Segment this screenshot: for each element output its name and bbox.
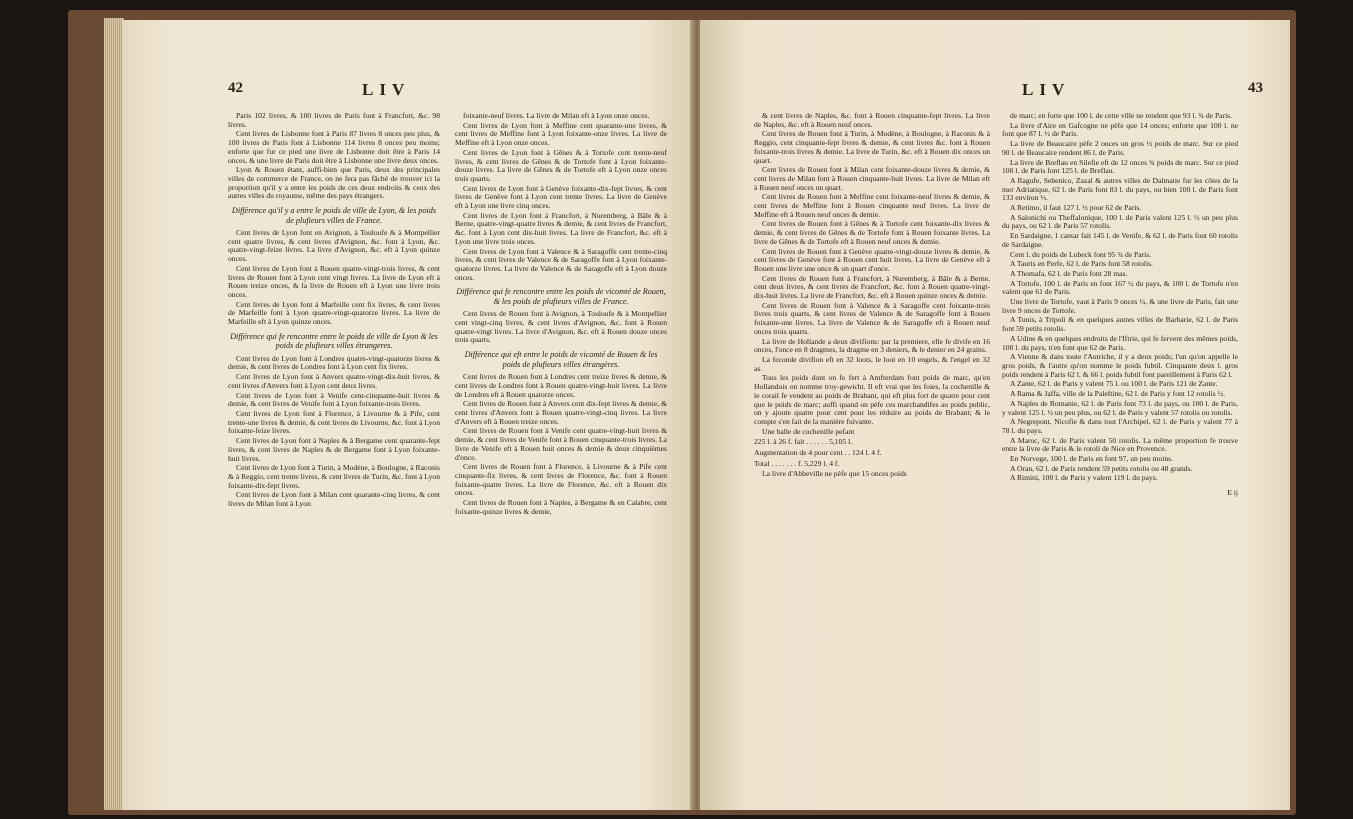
running-head: LIV — [1022, 80, 1071, 99]
text-column — [754, 112, 990, 796]
paragraph: La livre de Beaucaire pèfe 2 onces un gros ½ poids de marc. Sur ce pied 90 l. de Beaucaire rendent 86 l. de Paris. — [1002, 139, 1238, 157]
paragraph: de marc; en forte que 100 l. de cette ville ne rendent que 93 l. ¾ de Paris. — [1010, 112, 1233, 120]
signature-mark: E ij — [1227, 488, 1238, 498]
calculation-line: Augmentation de 4 pour cent . . 124 l. 4 f. — [754, 448, 882, 458]
paragraph: Cent livres de Lyon font à Gênes & à Tortofe cent trente-neuf livres, & cent livres de Gênes & de Tortofe font à Lyon foixante-douze livres. La livre de Gênes & de Tortofe eft à Lyon onze onces trois quarts. — [455, 147, 667, 183]
paragraph: Cent livres de Rouen font à Avignon, à Touloufe & à Montpellier cent vingt-cinq livres, & cent livres d'Avignon, &c. font à Rouen quatre-vingt livres. La livre d'Avignon, &c. eft à Rouen douze onces trois quarts. — [455, 309, 667, 345]
paragraph: Cent l. du poids de Lubeck font 95 ¾ de Paris. — [1010, 249, 1152, 259]
section-heading: Différence qu'il y a entre le poids de ville de Lyon, & les poids de plufieurs villes de France. — [231, 206, 437, 225]
paragraph: Cent livres de Rouen font à Florence, à Livourne & à Pife cent cinquante-fix livres, & cent livres de Florence, &c. font à Rouen foixante-quatre livres. La livre de Florence, &c. eft à Rouen dix onces. — [455, 462, 667, 498]
paragraph: La livre de Breflau en Silefie eft de 12 onces ¾ poids de marc. Sur ce pied 100 l. de Paris font 125 l. de Breflau. — [1002, 157, 1238, 176]
paragraph: Cent livres de Lyon font à Marfeille cent fix livres, & cent livres de Marfeille font à Lyon quatre-vingt-quatorze livres. La livre de Marfeille eft à Lyon quinze onces. — [228, 299, 440, 327]
paragraph: Tous les poids dont on fe fert à Amfterdam font poids de marc, qu'en Hollandois on nomme troy-gewicht. Il eft vrai que les foies, la cochenille & le corail fe vendent au poids de Brabant, qui eft plus fort de quatre pour cent que le poids de marc; auffi quand on pèfe ces marchandifes au poids public, on y ajoute quatre pour cent pour les réduire au poids de Brabant; & le compte s'en fait de la manière fuivante. — [754, 373, 990, 426]
paragraph: En Sardaigne, 1 cantar fait 145 l. de Venife, & 62 l. de Paris font 60 rotolis de Sardaigne. — [1002, 231, 1238, 249]
paragraph: A Thomafa, 62 l. de Paris font 28 mas. — [1010, 268, 1128, 278]
paragraph: A Tauris en Perfe, 62 l. de Paris font 58 rotolis. — [1010, 259, 1153, 269]
paragraph: A Maroc, 62 l. de Paris valent 50 rotolis. La même proportion fe trouve entre la livre de Paris & le rotoli de Nice en Provence. — [1002, 435, 1238, 454]
paragraph: Cent livres de Rouen font à Gênes & à Tortofe cent foixante-dix livres & demie, & cent livres de Gênes & de Tortofe font à Rouen foixante livres. La livre de Gênes & de Tortofe eft à Rouen neuf onces & demie. — [754, 219, 990, 246]
calculation-line: Total . . . . . . . f. 5,229 l. 4 f. — [754, 458, 840, 468]
paragraph: Cent livres de Lyon font à Rouen quatre-vingt-trois livres, & cent livres de Rouen font à Lyon cent vingt livres. La livre de Lyon eft à Rouen treize onces, & la livre de Rouen eft à Lyon une livre trois onces. — [228, 263, 440, 299]
paragraph: Cent livres de Lyon font à Naples & à Bergame cent quarante-fept livres, & cent livres de Naples & de Bergame font à Lyon foixante-huit livres. — [228, 436, 440, 463]
paragraph: Cent livres de Rouen font à Meffine cent foixante-neuf livres & demie, & cent livres de Meffine font à Rouen cinquante neuf livres. La livre de Meffine eft à Rouen neuf onces & demie. — [754, 192, 990, 219]
paragraph: Lyon & Rouen étant, auffi-bien que Paris, deux des principales villes de commerce de France, on ne fera pas fâché de trouver ici la proportion qu'il y a entre les poids de ces deux endroits & ceux des autres villes du royaume, même des pays étrangers. — [228, 165, 440, 201]
paragraph: Une livre de Tortofe, vaut à Paris 9 onces ¼, & une livre de Paris, fait une livre 9 onces de Tortofe. — [1002, 297, 1238, 315]
paragraph: A Rimini, 100 l. de Paris y valent 119 l. du pays. — [1010, 473, 1158, 483]
paragraph: Cent livres de Lyon font à Milan cent quarante-cinq livres, & cent livres de Milan font à Lyon — [228, 490, 440, 509]
right-page — [700, 20, 1290, 810]
paragraph: A Tunis, à Tripoli & en quelques autres villes de Barbarie, 62 l. de Paris font 59 petits rotolis. — [1002, 315, 1238, 334]
paragraph: La livre de Hollande a deux divifions: par la premiere, elle fe divife en 16 onces, l'once en 8 dragmes, la dragme en 3 deniers, & le denier en 24 grains. — [754, 336, 990, 355]
paragraph: Cent livres de Rouen font à Genève quatre-vingt-douze livres & demie, & cent livres de Genève font à Rouen cent huit livres. La livre de Genève eft à Rouen une livre une once & un quart d'once. — [754, 246, 990, 273]
paragraph: A Zante, 62 l. de Paris y valent 75 l. ou 100 l. de Paris 121 de Zante. — [1010, 379, 1218, 389]
section-heading: Différence qui fe rencontre entre le poids de ville de Lyon & les poids de plufieurs villes étrangeres. — [230, 331, 438, 351]
paragraph: Cent livres de Lyon font à Genève foixante-dix-fept livres, & cent livres de Genève font à Lyon cent trente livres. La livre de Genève eft à Lyon une livre cinq onces. — [455, 183, 667, 211]
section-heading: Différence qui fe rencontre entre les poids de vicomté de Rouen, & les poids de plufieurs villes de France. — [456, 287, 666, 306]
paragraph: Cent livres de Lyon font à Meffine cent quarante-une livres, & cent livres de Meffine font à Lyon foixante-onze livres. La livre de Meffine eft à Lyon onze onces. — [455, 120, 667, 148]
paragraph: A Udine & en quelques endroits de l'Iftrie, qui fe fervent des mêmes poids, 100 l. du pays, n'en font que 62 de Paris. — [1002, 333, 1238, 352]
page-number: 43 — [1248, 80, 1263, 96]
paragraph: Cent livres de Lyon font à Anvers quatre-vingt-dix-huit livres, & cent livres d'Anvers font à Lyon cent deux livres. — [228, 372, 440, 390]
paragraph: Cent livres de Lyon font à Venife cent-cinquante-huit livres & demie, & cent livres de Venife font à Lyon foixante-trois livres. — [228, 390, 440, 409]
paragraph: La livre d'Abbeville ne pèfe que 15 onces poids — [762, 469, 907, 479]
paragraph: A Rama & Jaffa, ville de la Paleftine, 62 l. de Paris y font 12 rotolis ½. — [1010, 389, 1226, 399]
paragraph: Une balle de cochenille pefant — [762, 426, 855, 436]
paragraph: Cent livres de Rouen font à Venife cent quatre-vingt-huit livres & demie, & cent livres de Venife font à Rouen cinquante-trois livres. La livre de Venife eft à Rouen huit onces & demie & deux cinquièmes d'once. — [455, 426, 667, 462]
text-column — [455, 112, 667, 796]
paragraph: A Oran, 62 l. de Paris rendent 59 petits rotolis ou 48 grands. — [1010, 463, 1193, 473]
paragraph: Cent livres de Rouen font à Milan cent foixante-douze livres & demie, & cent livres de Milan font à Rouen cinquante-huit livres. La livre de Milan eft à Rouen neuf onces un quart. — [754, 165, 990, 192]
paragraph: Cent livres de Lyon font à Londres quatre-vingt-quatorze livres & demie, & cent livres de Londres font à Lyon cent fix livres. — [228, 353, 440, 372]
text-column — [228, 112, 440, 796]
left-page — [122, 20, 696, 810]
paragraph: A Ragufe, Sebenico, Zazal & autres villes de Dalmatie fur les côtes de la mer Adriatique, 62 l. de Paris font 83 l. du pays, ou bien 100 l. de Paris font 133 environ ⅓. — [1002, 175, 1238, 203]
paragraph: La feconde divifion eft en 32 loots, le loot en 10 engels, & l'engel en 32 as. — [754, 354, 990, 373]
paragraph: A Salonichi ou Theffalonique, 100 l. de Paris valent 125 l. ½ un peu plus du pays, ou 62 l. de Paris 57 rotolis. — [1002, 212, 1238, 231]
paragraph: Cent livres de Rouen font à Londres cent treize livres & demie, & cent livres de Londres font à Rouen quatre-vingt-huit livres. La livre de Londres eft à Rouen quatorze onces. — [455, 372, 667, 399]
paragraph: Cent livres de Rouen font à Anvers cent dix-fept livres & demie, & cent livres d'Anvers font à Rouen quatre-vingt-cinq livres. La livre d'Anvers eft à Rouen treize onces. — [455, 399, 667, 426]
paragraph: La livre d'Aire en Gafcogne ne pèfe que 14 onces; enforte que 100 l. ne font que 87 l. ½ de Paris. — [1002, 120, 1238, 139]
paragraph: A Negrepont, Nicofie & dans tout l'Archipel, 62 l. de Paris y valent 77 à 78 l. du pays. — [1002, 417, 1238, 435]
paragraph: A Naples de Romanie, 62 l. de Paris font 73 l. du pays, ou 100 l. de Paris, y valent 125 l. ½ un peu plus, ou 62 l. de Paris y valent 57 rotolis ou rotolis. — [1002, 398, 1238, 417]
paragraph: foixante-neuf livres. La livre de Milan eft à Lyon onze onces. — [463, 112, 650, 120]
paragraph: Paris 102 livres, & 100 livres de Paris font à Francfort, &c. 98 livres. — [228, 112, 440, 129]
paragraph: A Vienne & dans toute l'Autriche, il y a deux poids; l'un qu'on appelle le gros poids, & l'autre qu'on nomme le poids fubtil. Cinquante deux l. gros poids rendent à Paris 62 l. & 66 l. poids fubtil font pareillement à Paris 62 l. — [1002, 352, 1238, 379]
running-head: LIV — [362, 80, 411, 99]
paragraph: A Tortofe, 100 l. de Paris en font 167 ½ du pays, & 100 l. de Tortofe n'en valent que 61 de Paris. — [1002, 278, 1238, 297]
paragraph: Cent livres de Rouen font à Turin, à Modène, à Boulogne, à Raconis & à Reggio, cent cinquante-fept livres & demie, & cent livres &c. font à Rouen foixante-trois livres & demie. La livre de Turin, &c. eft à Rouen dix onces un quart. — [754, 129, 990, 165]
paragraph: Cent livres de Rouen font à Naples, à Bergame & en Calabre, cent foixante-quinze livres & demie, — [455, 498, 667, 516]
paragraph: & cent livres de Naples, &c. font à Rouen cinquante-fept livres. La livre de Naples, &c. eft à Rouen neuf onces. — [754, 112, 990, 129]
paragraph: Cent livres de Rouen font à Francfort, à Nuremberg, à Bâle & à Berne, cent deux livres, & cent livres de Francfort, &c. font à Rouen quatre-vingt-dix-huit livres. La livre de Francfort, &c. eft à Rouen quinze onces & demie. — [754, 273, 990, 301]
page-number: 42 — [228, 80, 243, 96]
paragraph: Cent livres de Rouen font à Valence & à Saragoffe cent foixante-trois livres trois quarts, & cent livres de Valence & de Saragoffe font à Rouen foixante-une livres. La livre de Valence & de Saragoffe eft à Rouen neuf onces trois quarts. — [754, 300, 990, 336]
page-edges — [104, 18, 124, 810]
calculation-line: 225 l. à 26 f. fait . . . . . . 5,105 l. — [754, 437, 853, 447]
paragraph: Cent livres de Lyon font à Francfort, à Nuremberg, à Bâle & à Berne, quatre-vingt-quatre livres & demie, & cent livres de Francfort, &c. font à Lyon cent dix-huit livres. La livre de Francfort, &c. eft à Lyon une livre trois onces. — [455, 210, 667, 246]
section-heading: Différence qui eft entre le poids de vicomté de Rouen & les poids de plufieurs villes étrangères. — [464, 350, 658, 369]
paragraph: Cent livres de Lyon font à Valence & à Saragoffe cent trente-cinq livres, & cent livres de Valence & de Saragoffe font à Lyon foixante-quatorze livres. La livre de Valence & de Saragoffe eft à Lyon douze onces. — [455, 246, 667, 282]
paragraph: A Retimo, il faut 127 l. ½ pour 62 de Paris. — [1010, 203, 1142, 213]
paragraph: Cent livres de Lisbonne font à Paris 87 livres 8 onces peu plus, & 100 livres de Paris font à Lisbonne 114 livres 8 onces peu moins; enforte que fur ce pied une livre de Lisbonne doit être à Paris 14 onces, & une livre de Paris doit être à Lisbonne une livre deux onces. — [228, 129, 440, 165]
paragraph: Cent livres de Lyon font en Avignon, à Touloufe & à Montpellier cent quatre livres, & cent livres d'Avignon, &c. font à Lyon, &c. quatre-vingt-feize livres. La livre d'Avignon, &c. eft à Lyon quinze onces. — [228, 228, 440, 264]
text-column — [1002, 112, 1238, 796]
paragraph: En Norvege, 100 l. de Paris en font 97, un peu moins. — [1010, 454, 1174, 464]
paragraph: Cent livres de Lyon font à Turin, à Modène, à Boulogne, à Raconis & à Reggio, cent trente livres, & cent livres de Turin, &c. font à Lyon foixante-dix-fept livres. — [228, 463, 440, 490]
paragraph: Cent livres de Lyon font à Florence, à Livourne & à Pife, cent trente-une livres & demie, & cent livres de Livourne, &c. font à Lyon foixante-feize livres. — [228, 408, 440, 436]
